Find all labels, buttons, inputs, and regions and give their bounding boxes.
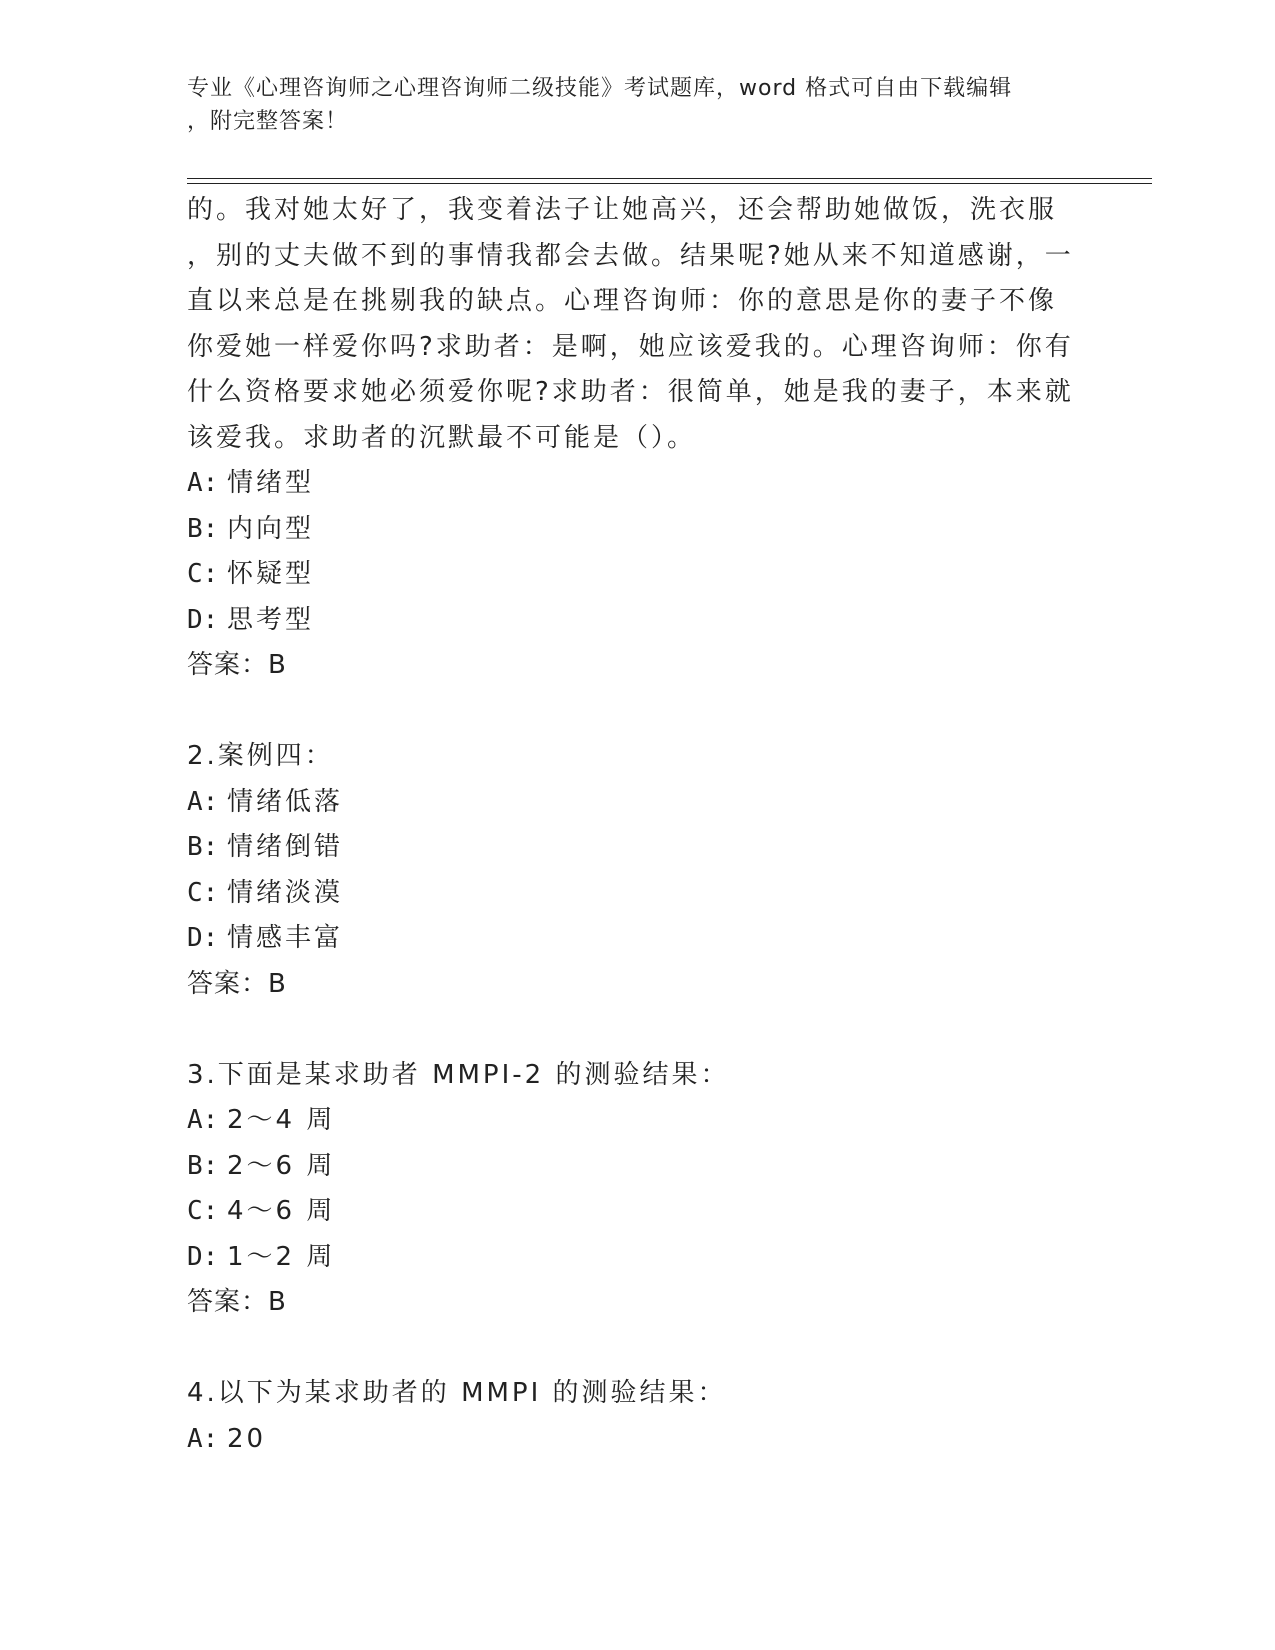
- question-3-stem: 3.下面是某求助者 MMPI-2 的测验结果：: [187, 1059, 730, 1090]
- document-body: [187, 188, 1087, 1462]
- option-label: B:: [187, 513, 219, 544]
- option-text: 情绪淡漠: [227, 877, 344, 908]
- option-text: 情绪低落: [227, 786, 344, 817]
- header-line-1: 专业《心理咨询师之心理咨询师二级技能》考试题库，word 格式可自由下载编辑: [187, 76, 1013, 101]
- question-4-stem: 4.以下为某求助者的 MMPI 的测验结果：: [187, 1378, 727, 1408]
- question-3-option-b: [187, 1144, 1087, 1190]
- option-label: C:: [187, 877, 219, 908]
- question-1-line-1: 的。我对她太好了，我变着法子让她高兴，还会帮助她做饭，洗衣服: [187, 195, 1058, 225]
- option-text: 情绪型: [227, 468, 315, 498]
- option-text: 内向型: [227, 513, 315, 544]
- question-1-line-5: 什么资格要求她必须爱你呢?求助者：很简单，她是我的妻子，本来就: [187, 377, 1074, 407]
- question-1-line-6: 该爱我。求助者的沉默最不可能是（）。: [187, 422, 697, 453]
- question-4: [187, 1371, 1087, 1462]
- question-1-option-b: [187, 507, 1087, 553]
- option-label: A:: [187, 786, 219, 817]
- question-1-line-2: ，别的丈夫做不到的事情我都会去做。结果呢?她从来不知道感谢，一: [187, 240, 1074, 271]
- question-1-option-c: [187, 552, 1087, 598]
- question-1-line-4: 你爱她一样爱你吗?求助者：是啊，她应该爱我的。心理咨询师：你有: [187, 331, 1074, 362]
- option-label: A:: [187, 468, 219, 498]
- header-rule-top: [187, 178, 1152, 179]
- header-line-2: ，附完整答案！: [187, 109, 349, 134]
- header-rule-bottom: [187, 183, 1152, 184]
- option-label: B:: [187, 1150, 219, 1181]
- option-label: D:: [187, 604, 219, 635]
- question-1-option-a: [187, 461, 1087, 507]
- option-label: B:: [187, 832, 219, 862]
- option-text: 20: [227, 1423, 267, 1454]
- option-label: A:: [187, 1105, 219, 1135]
- question-3-option-d: [187, 1235, 1087, 1281]
- question-2-option-d: [187, 916, 1087, 962]
- option-text: 情感丰富: [227, 923, 344, 953]
- spacer: [187, 689, 1087, 735]
- option-label: C:: [187, 559, 219, 589]
- question-1-answer: 答案：B: [187, 650, 287, 680]
- option-label: A:: [187, 1423, 219, 1454]
- question-2-answer: 答案：B: [187, 968, 287, 999]
- spacer: [187, 1326, 1087, 1372]
- question-2-stem: 2.案例四：: [187, 741, 334, 771]
- question-1: [187, 188, 1087, 689]
- option-text: 4～6 周: [227, 1196, 336, 1226]
- question-3-option-c: [187, 1189, 1087, 1235]
- option-text: 1～2 周: [227, 1241, 336, 1272]
- option-text: 情绪倒错: [227, 832, 344, 862]
- option-text: 思考型: [227, 604, 315, 635]
- question-3: [187, 1053, 1087, 1326]
- question-3-answer: 答案：B: [187, 1287, 287, 1317]
- question-1-option-d: [187, 598, 1087, 644]
- option-text: 怀疑型: [227, 559, 315, 589]
- option-label: D:: [187, 1241, 219, 1272]
- question-2: [187, 734, 1087, 1007]
- option-label: D:: [187, 923, 219, 953]
- question-2-option-b: [187, 825, 1087, 871]
- option-text: 2～4 周: [227, 1105, 336, 1135]
- question-2-option-a: [187, 780, 1087, 826]
- document-header: [187, 72, 1067, 138]
- option-text: 2～6 周: [227, 1150, 336, 1181]
- question-3-option-a: [187, 1098, 1087, 1144]
- spacer: [187, 1007, 1087, 1053]
- question-4-option-a: [187, 1417, 1087, 1463]
- question-1-line-3: 直以来总是在挑剔我的缺点。心理咨询师：你的意思是你的妻子不像: [187, 286, 1058, 316]
- question-2-option-c: [187, 871, 1087, 917]
- option-label: C:: [187, 1196, 219, 1226]
